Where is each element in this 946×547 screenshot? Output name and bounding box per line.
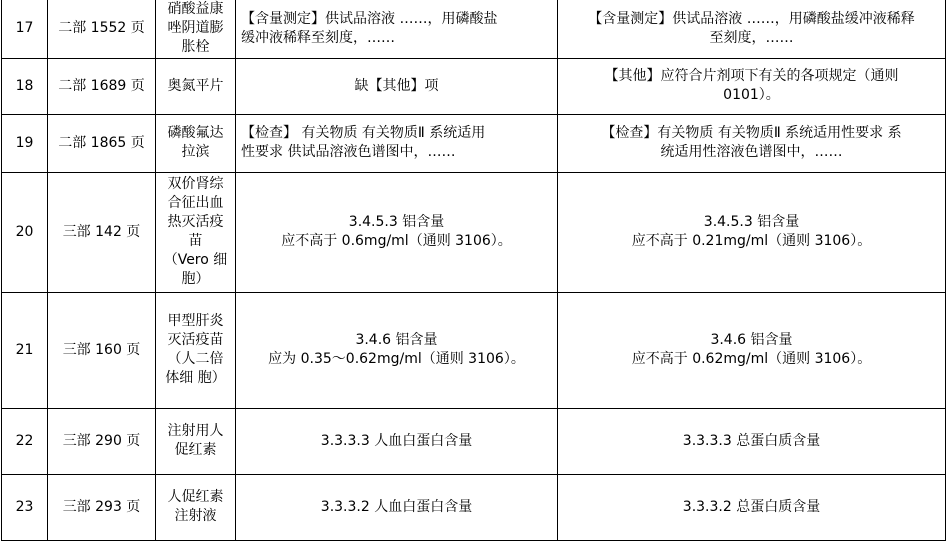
revised-text <box>558 58 946 114</box>
drug-name-text: 甲型肝炎 灭活疫苗 （人二倍 体细 胞） <box>165 313 226 386</box>
page-reference: 二部 1865 页 <box>48 114 156 172</box>
page-reference: 三部 160 页 <box>48 292 156 408</box>
drug-name <box>156 292 236 408</box>
drug-name-text: 人促红素 注射液 <box>167 489 224 524</box>
revised-text-content: 3.4.5.3 铝含量 应不高于 0.21mg/ml（通则 3106）。 <box>631 214 872 249</box>
table-row <box>2 0 946 58</box>
revised-text-content: 3.3.3.2 总蛋白质含量 <box>682 498 821 515</box>
drug-name <box>156 114 236 172</box>
drug-name <box>156 474 236 540</box>
errata-table <box>1 0 946 541</box>
revised-text-content: 【含量测定】供试品溶液 ……，用磷酸盐缓冲液稀释 至刻度，…… <box>588 10 915 46</box>
original-text <box>236 172 558 292</box>
row-number: 18 <box>2 58 48 114</box>
original-text <box>236 292 558 408</box>
revised-text-content: 【其他】应符合片剂项下有关的各项规定（通则 0101）。 <box>604 68 899 103</box>
original-text <box>236 114 558 172</box>
row-number: 22 <box>2 408 48 474</box>
original-text <box>236 58 558 114</box>
page-reference: 二部 1689 页 <box>48 58 156 114</box>
revised-text <box>558 408 946 474</box>
page-reference: 三部 293 页 <box>48 474 156 540</box>
table-row <box>2 408 946 474</box>
original-text <box>236 474 558 540</box>
original-text <box>236 408 558 474</box>
revised-text <box>558 172 946 292</box>
original-text-content: 缺【其他】项 <box>354 77 439 94</box>
original-text-content: 3.3.3.2 人血白蛋白含量 <box>320 498 473 515</box>
drug-name-text: 双价肾综 合征出血 热灭活疫 苗 （Vero 细 胞） <box>163 176 228 287</box>
table-row <box>2 114 946 172</box>
drug-name <box>156 58 236 114</box>
row-number: 23 <box>2 474 48 540</box>
revised-text <box>558 292 946 408</box>
drug-name <box>156 172 236 292</box>
revised-text-content: 3.3.3.3 总蛋白质含量 <box>682 432 821 449</box>
revised-text <box>558 0 946 58</box>
drug-name <box>156 408 236 474</box>
row-number: 17 <box>2 0 48 58</box>
drug-name-text: 磷酸氟达 拉滨 <box>167 125 224 160</box>
drug-name <box>156 0 236 58</box>
revised-text <box>558 474 946 540</box>
row-number: 21 <box>2 292 48 408</box>
page-reference: 三部 142 页 <box>48 172 156 292</box>
table-row <box>2 292 946 408</box>
table-row <box>2 474 946 540</box>
original-text-content: 3.4.5.3 铝含量 应不高于 0.6mg/ml（通则 3106）。 <box>281 214 512 249</box>
original-text-content: 3.4.6 铝含量 应为 0.35～0.62mg/ml（通则 3106）。 <box>268 332 525 367</box>
row-number: 19 <box>2 114 48 172</box>
revised-text-content: 3.4.6 铝含量 应不高于 0.62mg/ml（通则 3106）。 <box>631 332 872 367</box>
original-text-content: 【含量测定】供试品溶液 ……，用磷酸盐 缓冲液稀释至刻度，…… <box>241 10 498 46</box>
table-row <box>2 172 946 292</box>
page-reference: 三部 290 页 <box>48 408 156 474</box>
original-text-content: 3.3.3.3 人血白蛋白含量 <box>320 432 473 449</box>
page-reference: 二部 1552 页 <box>48 0 156 58</box>
row-number: 20 <box>2 172 48 292</box>
revised-text-content: 【检查】有关物质 有关物质Ⅱ 系统适用性要求 系 统适用性溶液色谱图中，…… <box>601 125 902 160</box>
original-text <box>236 0 558 58</box>
table-row <box>2 58 946 114</box>
drug-name-text: 注射用人 促红素 <box>167 423 224 458</box>
original-text-content: 【检查】 有关物质 有关物质Ⅱ 系统适用 性要求 供试品溶液色谱图中，…… <box>241 125 486 160</box>
revised-text <box>558 114 946 172</box>
drug-name-text: 硝酸益康 唑阴道膨 胀栓 <box>167 1 224 56</box>
drug-name-text: 奥氮平片 <box>167 77 224 94</box>
